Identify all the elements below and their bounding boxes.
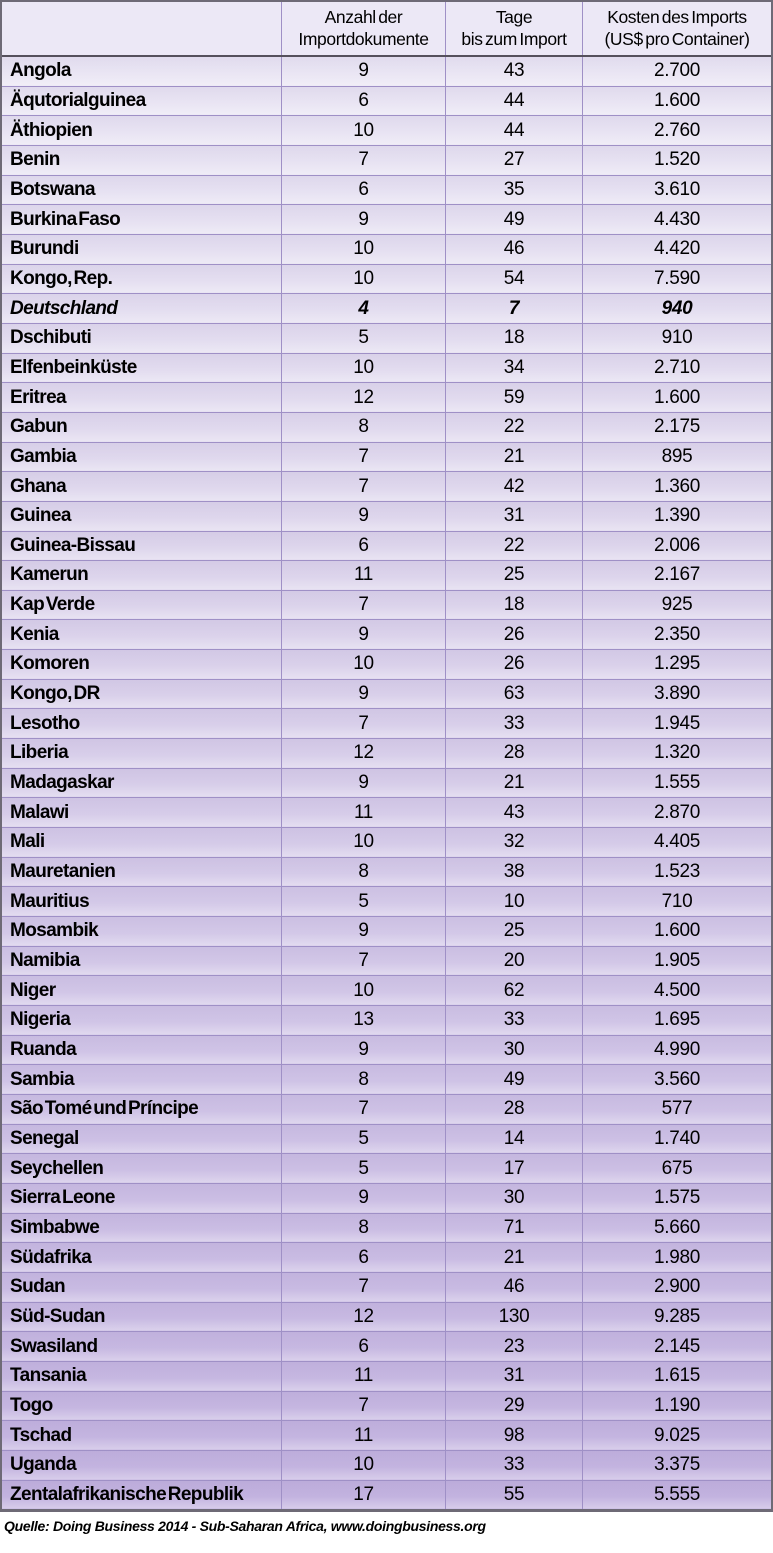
- days-to-import-cell: 31: [445, 502, 582, 531]
- table-row: [2, 471, 771, 501]
- country-name-cell: Burundi: [10, 238, 79, 260]
- country-name-cell: Togo: [10, 1394, 53, 1416]
- country-name-cell: Kap Verde: [10, 594, 95, 616]
- import-cost-cell: 675: [582, 1154, 771, 1183]
- import-documents-cell: 7: [281, 146, 445, 175]
- import-documents-cell: 4: [281, 294, 445, 323]
- import-cost-cell: 3.560: [582, 1065, 771, 1094]
- country-name-cell: Liberia: [10, 742, 69, 764]
- days-to-import-cell: 28: [445, 739, 582, 768]
- table-row: [2, 115, 771, 145]
- import-cost-cell: 1.360: [582, 472, 771, 501]
- days-to-import-cell: 21: [445, 769, 582, 798]
- country-name-cell: Lesotho: [10, 712, 80, 734]
- country-name-cell: Uganda: [10, 1454, 77, 1476]
- import-cost-cell: 1.945: [582, 709, 771, 738]
- days-to-import-cell: 29: [445, 1392, 582, 1421]
- country-name-cell: Kongo, Rep.: [10, 267, 113, 289]
- import-documents-cell: 13: [281, 1006, 445, 1035]
- country-name-cell: Äqutorialguinea: [10, 89, 146, 111]
- import-cost-cell: 1.520: [582, 146, 771, 175]
- import-cost-cell: 1.555: [582, 769, 771, 798]
- days-to-import-cell: 7: [445, 294, 582, 323]
- import-cost-cell: 3.890: [582, 680, 771, 709]
- table-row: [2, 1391, 771, 1421]
- days-to-import-cell: 27: [445, 146, 582, 175]
- import-documents-cell: 6: [281, 1332, 445, 1361]
- import-documents-cell: 7: [281, 709, 445, 738]
- table-row: [2, 679, 771, 709]
- days-to-import-cell: 38: [445, 858, 582, 887]
- table-row: [2, 1420, 771, 1450]
- days-to-import-cell: 33: [445, 709, 582, 738]
- days-to-import-cell: 32: [445, 828, 582, 857]
- country-name-cell: Elfenbeinküste: [10, 356, 137, 378]
- days-to-import-cell: 49: [445, 205, 582, 234]
- country-name-cell: Süd-Sudan: [10, 1305, 105, 1327]
- header-docs-line2: Importdokumente: [298, 28, 429, 49]
- import-cost-cell: 4.500: [582, 976, 771, 1005]
- import-documents-cell: 7: [281, 443, 445, 472]
- import-cost-cell: 910: [582, 324, 771, 353]
- days-to-import-cell: 17: [445, 1154, 582, 1183]
- days-to-import-cell: 44: [445, 116, 582, 145]
- header-country-column: [2, 2, 281, 55]
- days-to-import-cell: 43: [445, 798, 582, 827]
- table-row: [2, 501, 771, 531]
- import-documents-cell: 6: [281, 176, 445, 205]
- table-row: [2, 827, 771, 857]
- import-documents-cell: 10: [281, 976, 445, 1005]
- header-import-cost-column: [582, 2, 771, 55]
- days-to-import-cell: 25: [445, 917, 582, 946]
- table-row: [2, 1450, 771, 1480]
- days-to-import-cell: 18: [445, 591, 582, 620]
- country-name-cell: Sierra Leone: [10, 1187, 115, 1209]
- table-row: [2, 145, 771, 175]
- days-to-import-cell: 34: [445, 354, 582, 383]
- import-cost-cell: 4.405: [582, 828, 771, 857]
- table-row: [2, 560, 771, 590]
- table-row: [2, 590, 771, 620]
- country-name-cell: Gabun: [10, 416, 68, 438]
- import-documents-cell: 9: [281, 917, 445, 946]
- import-cost-cell: 1.600: [582, 917, 771, 946]
- days-to-import-cell: 20: [445, 947, 582, 976]
- table-row: [2, 57, 771, 86]
- days-to-import-cell: 55: [445, 1481, 582, 1510]
- table-row: [2, 1213, 771, 1243]
- import-documents-cell: 7: [281, 472, 445, 501]
- import-documents-cell: 9: [281, 57, 445, 86]
- header-docs-line1: Anzahl der: [324, 6, 403, 27]
- import-documents-cell: 5: [281, 887, 445, 916]
- import-documents-cell: 9: [281, 769, 445, 798]
- table-row: [2, 412, 771, 442]
- table-row: [2, 382, 771, 412]
- import-documents-cell: 6: [281, 532, 445, 561]
- import-cost-cell: 1.600: [582, 383, 771, 412]
- days-to-import-cell: 44: [445, 87, 582, 116]
- table-row: [2, 204, 771, 234]
- import-cost-cell: 1.980: [582, 1243, 771, 1272]
- header-import-documents-column: [281, 2, 445, 55]
- table-row: [2, 1153, 771, 1183]
- import-cost-cell: 2.870: [582, 798, 771, 827]
- days-to-import-cell: 25: [445, 561, 582, 590]
- table-row: [2, 175, 771, 205]
- import-documents-cell: 11: [281, 798, 445, 827]
- import-documents-cell: 10: [281, 650, 445, 679]
- import-cost-cell: 2.350: [582, 620, 771, 649]
- days-to-import-cell: 46: [445, 1273, 582, 1302]
- days-to-import-cell: 59: [445, 383, 582, 412]
- import-cost-cell: 710: [582, 887, 771, 916]
- import-cost-cell: 2.710: [582, 354, 771, 383]
- import-documents-cell: 7: [281, 591, 445, 620]
- import-cost-cell: 2.900: [582, 1273, 771, 1302]
- import-cost-cell: 895: [582, 443, 771, 472]
- import-documents-cell: 12: [281, 739, 445, 768]
- import-documents-cell: 12: [281, 1303, 445, 1332]
- import-documents-cell: 9: [281, 205, 445, 234]
- days-to-import-cell: 22: [445, 532, 582, 561]
- import-documents-cell: 8: [281, 1214, 445, 1243]
- import-cost-cell: 1.740: [582, 1125, 771, 1154]
- days-to-import-cell: 21: [445, 443, 582, 472]
- days-to-import-cell: 10: [445, 887, 582, 916]
- days-to-import-cell: 28: [445, 1095, 582, 1124]
- import-documents-cell: 10: [281, 235, 445, 264]
- table-row: [2, 886, 771, 916]
- import-cost-cell: 2.175: [582, 413, 771, 442]
- country-name-cell: Sambia: [10, 1068, 74, 1090]
- table-row: [2, 531, 771, 561]
- table-row: [2, 1480, 771, 1510]
- import-cost-cell: 2.760: [582, 116, 771, 145]
- import-documents-cell: 7: [281, 947, 445, 976]
- import-documents-cell: 7: [281, 1273, 445, 1302]
- table-row: [2, 1094, 771, 1124]
- country-name-cell: Mauretanien: [10, 861, 116, 883]
- table-row: [2, 1183, 771, 1213]
- import-cost-cell: 1.600: [582, 87, 771, 116]
- import-documents-cell: 5: [281, 324, 445, 353]
- days-to-import-cell: 18: [445, 324, 582, 353]
- table-header-row: [2, 2, 771, 57]
- import-documents-cell: 6: [281, 1243, 445, 1272]
- header-days-line1: Tage: [495, 6, 533, 27]
- days-to-import-cell: 31: [445, 1362, 582, 1391]
- table-row: [2, 1124, 771, 1154]
- table-row: [2, 649, 771, 679]
- country-name-cell: Guinea-Bissau: [10, 534, 136, 556]
- import-cost-cell: 4.990: [582, 1036, 771, 1065]
- header-cost-line2: (US$ pro Container): [604, 28, 750, 49]
- country-name-cell: São Tomé und Príncipe: [10, 1098, 199, 1120]
- import-cost-cell: 925: [582, 591, 771, 620]
- table-row: [2, 738, 771, 768]
- days-to-import-cell: 30: [445, 1036, 582, 1065]
- import-documents-cell: 9: [281, 620, 445, 649]
- import-cost-cell: 2.006: [582, 532, 771, 561]
- table-row: [2, 1302, 771, 1332]
- days-to-import-cell: 23: [445, 1332, 582, 1361]
- country-name-cell: Zentalafrikanische Republik: [10, 1483, 244, 1505]
- country-name-cell: Gambia: [10, 445, 77, 467]
- import-cost-cell: 4.430: [582, 205, 771, 234]
- import-documents-cell: 11: [281, 1362, 445, 1391]
- country-name-cell: Ghana: [10, 475, 67, 497]
- country-name-cell: Nigeria: [10, 1009, 71, 1031]
- days-to-import-cell: 14: [445, 1125, 582, 1154]
- table-body: [2, 57, 771, 1509]
- import-cost-cell: 3.610: [582, 176, 771, 205]
- import-cost-cell: 3.375: [582, 1451, 771, 1480]
- table-row: [2, 1331, 771, 1361]
- import-cost-cell: 9.285: [582, 1303, 771, 1332]
- table-row: [2, 293, 771, 323]
- country-name-cell: Kenia: [10, 623, 59, 645]
- import-cost-cell: 1.695: [582, 1006, 771, 1035]
- import-documents-cell: 11: [281, 561, 445, 590]
- country-name-cell: Niger: [10, 979, 56, 1001]
- country-name-cell: Simbabwe: [10, 1216, 100, 1238]
- import-documents-cell: 9: [281, 680, 445, 709]
- import-documents-cell: 10: [281, 265, 445, 294]
- import-cost-cell: 1.905: [582, 947, 771, 976]
- table-row: [2, 708, 771, 738]
- import-cost-cell: 1.190: [582, 1392, 771, 1421]
- country-name-cell: Botswana: [10, 178, 95, 200]
- country-name-cell: Ruanda: [10, 1038, 77, 1060]
- country-name-cell: Komoren: [10, 653, 90, 675]
- import-cost-cell: 5.660: [582, 1214, 771, 1243]
- import-cost-cell: 577: [582, 1095, 771, 1124]
- country-name-cell: Mali: [10, 831, 45, 853]
- import-cost-cell: 1.615: [582, 1362, 771, 1391]
- days-to-import-cell: 33: [445, 1006, 582, 1035]
- import-cost-cell: 1.320: [582, 739, 771, 768]
- country-name-cell: Eritrea: [10, 386, 67, 408]
- import-documents-cell: 10: [281, 1451, 445, 1480]
- import-documents-cell: 10: [281, 116, 445, 145]
- import-cost-cell: 9.025: [582, 1421, 771, 1450]
- import-cost-cell: 5.555: [582, 1481, 771, 1510]
- country-name-cell: Benin: [10, 149, 60, 171]
- import-documents-cell: 9: [281, 1184, 445, 1213]
- table-row: [2, 946, 771, 976]
- country-name-cell: Tschad: [10, 1424, 72, 1446]
- table-row: [2, 768, 771, 798]
- import-cost-cell: 1.390: [582, 502, 771, 531]
- days-to-import-cell: 30: [445, 1184, 582, 1213]
- days-to-import-cell: 22: [445, 413, 582, 442]
- country-name-cell: Swasiland: [10, 1335, 98, 1357]
- table-row: [2, 857, 771, 887]
- import-documents-cell: 5: [281, 1154, 445, 1183]
- country-name-cell: Senegal: [10, 1127, 79, 1149]
- days-to-import-cell: 33: [445, 1451, 582, 1480]
- days-to-import-cell: 49: [445, 1065, 582, 1094]
- import-cost-cell: 1.575: [582, 1184, 771, 1213]
- country-name-cell: Kongo, DR: [10, 683, 100, 705]
- country-name-cell: Burkina Faso: [10, 208, 121, 230]
- table-row: [2, 1005, 771, 1035]
- days-to-import-cell: 71: [445, 1214, 582, 1243]
- country-name-cell: Tansania: [10, 1365, 87, 1387]
- import-cost-cell: 4.420: [582, 235, 771, 264]
- import-documents-cell: 12: [281, 383, 445, 412]
- table-row: [2, 619, 771, 649]
- import-documents-cell: 7: [281, 1095, 445, 1124]
- days-to-import-cell: 46: [445, 235, 582, 264]
- country-name-cell: Angola: [10, 60, 71, 82]
- days-to-import-cell: 21: [445, 1243, 582, 1272]
- country-name-cell: Deutschland: [10, 297, 118, 319]
- table-row: [2, 234, 771, 264]
- table-row: [2, 264, 771, 294]
- days-to-import-cell: 42: [445, 472, 582, 501]
- table-row: [2, 1035, 771, 1065]
- import-documents-cell: 11: [281, 1421, 445, 1450]
- import-documents-cell: 10: [281, 828, 445, 857]
- import-documents-cell: 6: [281, 87, 445, 116]
- import-cost-cell: 940: [582, 294, 771, 323]
- table-row: [2, 975, 771, 1005]
- import-documents-cell: 17: [281, 1481, 445, 1510]
- import-documents-cell: 8: [281, 858, 445, 887]
- country-name-cell: Seychellen: [10, 1157, 104, 1179]
- table-row: [2, 916, 771, 946]
- table-row: [2, 86, 771, 116]
- table-row: [2, 1272, 771, 1302]
- table-row: [2, 797, 771, 827]
- country-name-cell: Mauritius: [10, 890, 90, 912]
- import-documents-cell: 9: [281, 1036, 445, 1065]
- import-cost-cell: 2.145: [582, 1332, 771, 1361]
- country-name-cell: Dschibuti: [10, 327, 92, 349]
- days-to-import-cell: 43: [445, 57, 582, 86]
- table-row: [2, 1242, 771, 1272]
- days-to-import-cell: 62: [445, 976, 582, 1005]
- import-cost-cell: 1.523: [582, 858, 771, 887]
- import-documents-cell: 9: [281, 502, 445, 531]
- days-to-import-cell: 63: [445, 680, 582, 709]
- country-name-cell: Mosambik: [10, 920, 99, 942]
- import-cost-cell: 2.167: [582, 561, 771, 590]
- days-to-import-cell: 54: [445, 265, 582, 294]
- country-name-cell: Malawi: [10, 801, 69, 823]
- source-note: Quelle: Doing Business 2014 - Sub-Saharan Africa, www.doingbusiness.org: [4, 1518, 486, 1534]
- import-documents-cell: 5: [281, 1125, 445, 1154]
- country-name-cell: Südafrika: [10, 1246, 92, 1268]
- country-name-cell: Guinea: [10, 505, 71, 527]
- import-cost-cell: 2.700: [582, 57, 771, 86]
- header-days-line2: bis zum Import: [461, 28, 567, 49]
- table-row: [2, 1064, 771, 1094]
- days-to-import-cell: 26: [445, 650, 582, 679]
- table-row: [2, 353, 771, 383]
- days-to-import-cell: 98: [445, 1421, 582, 1450]
- country-name-cell: Äthiopien: [10, 119, 93, 141]
- table-row: [2, 1361, 771, 1391]
- import-documents-cell: 7: [281, 1392, 445, 1421]
- table-row: [2, 442, 771, 472]
- import-documents-cell: 8: [281, 1065, 445, 1094]
- import-cost-cell: 7.590: [582, 265, 771, 294]
- header-days-to-import-column: [445, 2, 582, 55]
- header-cost-line1: Kosten des Imports: [607, 6, 747, 27]
- table-row: [2, 323, 771, 353]
- import-cost-cell: 1.295: [582, 650, 771, 679]
- days-to-import-cell: 35: [445, 176, 582, 205]
- country-name-cell: Sudan: [10, 1276, 66, 1298]
- import-documents-cell: 10: [281, 354, 445, 383]
- country-name-cell: Madagaskar: [10, 772, 114, 794]
- country-name-cell: Namibia: [10, 950, 80, 972]
- import-documents-cell: 8: [281, 413, 445, 442]
- country-name-cell: Kamerun: [10, 564, 89, 586]
- days-to-import-cell: 130: [445, 1303, 582, 1332]
- days-to-import-cell: 26: [445, 620, 582, 649]
